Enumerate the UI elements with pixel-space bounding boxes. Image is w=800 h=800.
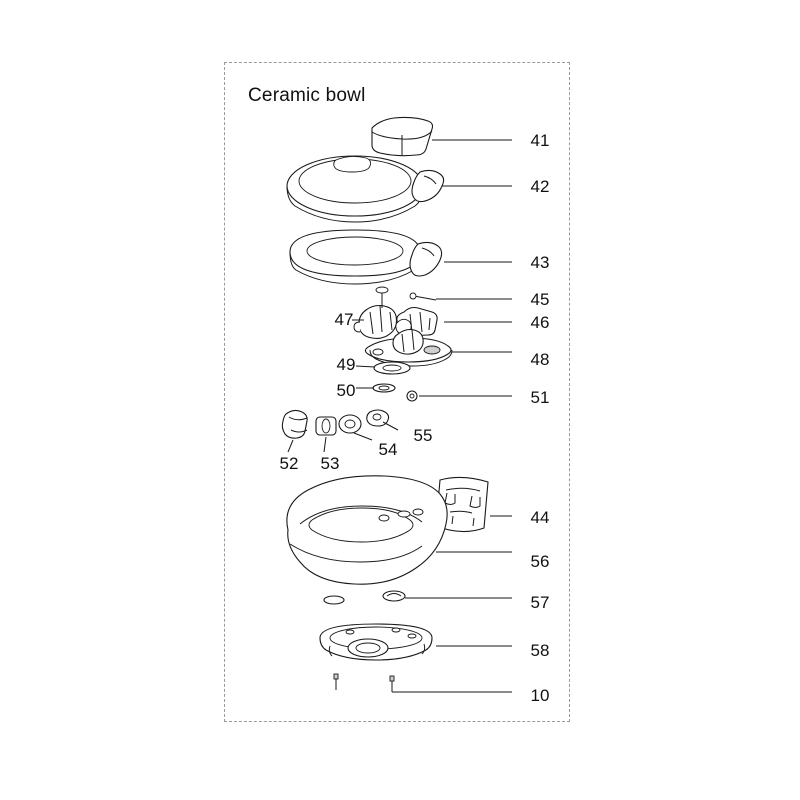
callout-42: 42 [530, 177, 550, 196]
callout-44: 44 [530, 508, 550, 527]
callout-53: 53 [320, 454, 340, 473]
callout-50: 50 [336, 381, 356, 400]
callout-52: 52 [279, 454, 299, 473]
callout-56: 56 [530, 552, 550, 571]
callout-48: 48 [530, 350, 550, 369]
callout-58: 58 [530, 641, 550, 660]
page-title: Ceramic bowl [248, 85, 366, 106]
callout-55: 55 [413, 426, 433, 445]
callout-10: 10 [530, 686, 550, 705]
callout-54: 54 [378, 440, 398, 459]
callout-57: 57 [530, 593, 550, 612]
callout-43: 43 [530, 253, 550, 272]
callout-41: 41 [530, 131, 550, 150]
callout-45: 45 [530, 290, 550, 309]
callout-49: 49 [336, 355, 356, 374]
callout-51: 51 [530, 388, 550, 407]
callout-46: 46 [530, 313, 550, 332]
diagram-frame [224, 62, 570, 722]
callout-47: 47 [334, 310, 354, 329]
